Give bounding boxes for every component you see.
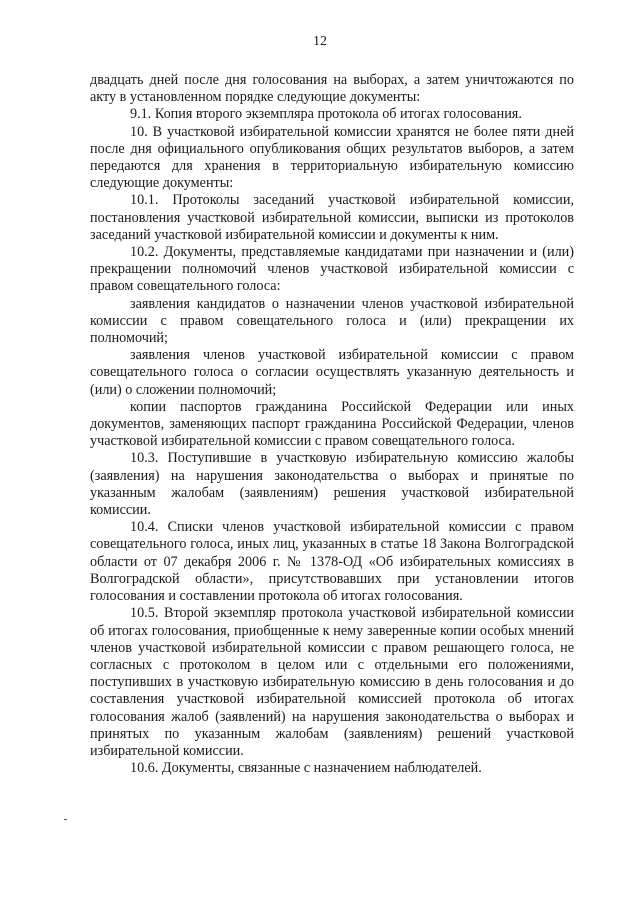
paragraph-10: 10. В участковой избирательной комиссии хранятся не более пяти дней после дня официального опубликования общих результатов выборов, а затем передаются для хранения в территориальную избирательную комиссию следующие документы: — [90, 123, 574, 192]
paragraph-10-3: 10.3. Поступившие в участковую избирательную комиссию жалобы (заявления) на нарушения законодательства о выборах и принятые по указанным жалобам (заявлениям) решения участковой избирательной комиссии. — [90, 450, 574, 519]
paragraph-9-1: 9.1. Копия второго экземпляра протокола об итогах голосования. — [130, 106, 522, 123]
paragraph-10-1: 10.1. Протоколы заседаний участковой избирательной комиссии, постановления участковой избирательной комиссии, выписки из протоколов заседаний участковой избирательной комиссии и документы к ним. — [90, 192, 574, 243]
paragraph-10-2-item-3: копии паспортов гражданина Российской Федерации или иных документов, заменяющих паспорт гражданина Российской Федерации, членов участковой избирательной комиссии с правом совещательного голоса. — [90, 398, 574, 450]
scan-speck — [64, 819, 67, 820]
paragraph-10-2: 10.2. Документы, представляемые кандидатами при назначении и (или) прекращении полномочий членов участковой избирательной комиссии с правом совещательного голоса: — [90, 244, 574, 295]
paragraph-10-2-item-2: заявления членов участковой избирательной комиссии с правом совещательного голоса о согласии осуществлять указанную деятельность и (или) о сложении полномочий; — [90, 347, 574, 398]
paragraph-10-2-item-1: заявления кандидатов о назначении членов участковой избирательной комиссии с правом совещательного голоса и (или) прекращении их полномочий; — [90, 295, 574, 347]
paragraph-10-5: 10.5. Второй экземпляр протокола участковой избирательной комиссии об итогах голосования, приобщенные к нему заверенные копии особых мнений членов участковой избирательной комиссии с правом решающего голоса, не согласных с протоколом в целом или с отдельными его положениями, поступивших в участковую избирательную комиссию в день голосования и до составления участковой избирательной комиссией протокола об итогах голосования жалоб (заявлений) на нарушения законодательства о выборах и принятых по указанным жалобам (заявлениям) решений участковой избирательной комиссии. — [90, 605, 574, 759]
document-body — [90, 72, 574, 777]
paragraph-10-4: 10.4. Списки членов участковой избирательной комиссии с правом совещательного голоса, иных лиц, указанных в статье 18 Закона Волгоградской области от 07 декабря 2006 г. № 1378-ОД «Об избирательных комиссиях в Волгоградской области», присутствовавших при установлении итогов голосования и составлении протокола об итогах голосования. — [90, 519, 574, 605]
page-number: 12 — [313, 34, 327, 49]
paragraph-intro: двадцать дней после дня голосования на выборах, а затем уничтожаются по акту в установленном порядке следующие документы: — [90, 72, 574, 106]
paragraph-10-6: 10.6. Документы, связанные с назначением наблюдателей. — [130, 760, 482, 777]
